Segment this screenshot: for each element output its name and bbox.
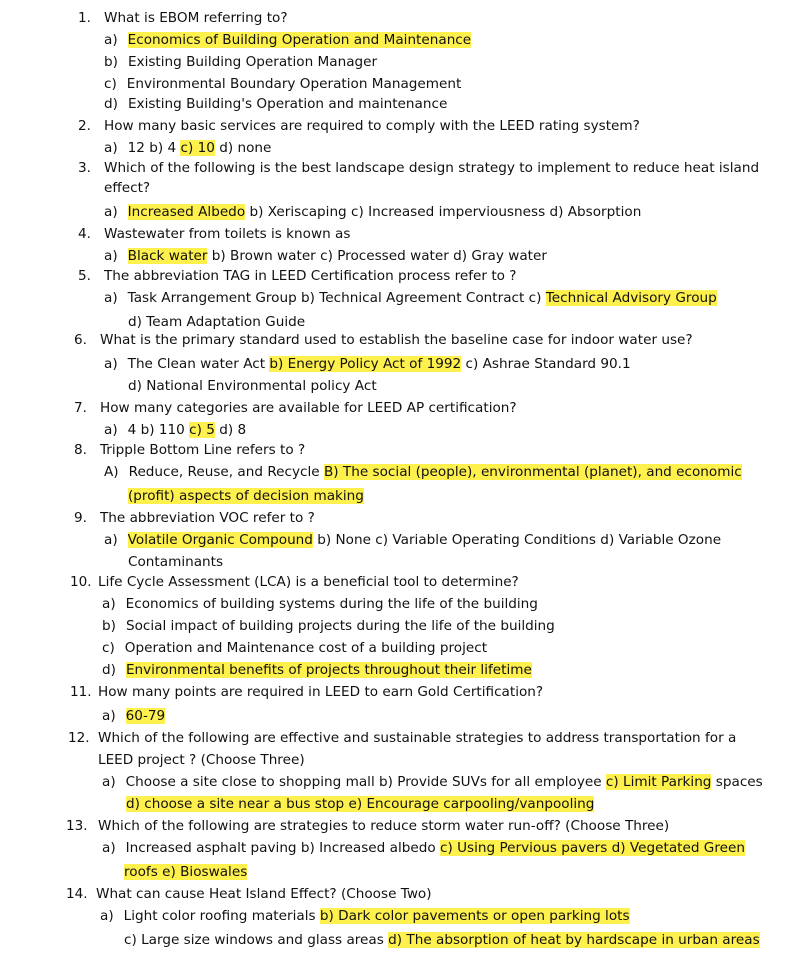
question-text (98, 682, 543, 702)
option-label: a) (102, 840, 116, 856)
answer-line (102, 706, 165, 726)
line-text: Social impact of building projects during the life of the building (125, 618, 555, 634)
highlighted-answer: B) The social (people), environmental (planet), and economic (323, 464, 742, 480)
highlighted-answer: c) Using Pervious pavers d) Vegetated Green (439, 840, 745, 856)
question-text (104, 158, 759, 178)
answer-line (126, 794, 594, 814)
answer-line (104, 138, 271, 158)
option-label: a) (104, 356, 118, 372)
answer-line (102, 594, 538, 614)
highlighted-answer: d) The absorption of heat by hardscape in urban areas (388, 932, 760, 948)
line-text: b) Brown water c) Processed water d) Gray water (207, 248, 547, 264)
question-number: 4. (78, 226, 91, 242)
question-number: 6. (74, 332, 87, 348)
option-label: a) (104, 290, 118, 306)
question-number: 9. (74, 510, 87, 526)
highlighted-answer: Black water (127, 248, 208, 264)
option-label: A) (104, 464, 119, 480)
answer-line (104, 462, 742, 482)
highlighted-answer: 60-79 (125, 708, 166, 724)
option-label: c) (102, 640, 115, 656)
option-label: d) (102, 662, 116, 678)
line-text: Environmental Boundary Operation Management (126, 76, 462, 92)
line-text: What can cause Heat Island Effect? (Choose Two) (96, 886, 432, 902)
option-label: a) (102, 596, 116, 612)
question-number: 8. (74, 442, 87, 458)
answer-line (104, 94, 447, 114)
line-text: b) None c) Variable Operating Conditions d) Variable Ozone (312, 532, 722, 548)
option-label: a) (104, 204, 118, 220)
line-text: Task Arrangement Group b) Technical Agreement Contract c) (127, 290, 546, 306)
highlighted-answer: c) Limit Parking (605, 774, 712, 790)
question-number: 14. (66, 886, 88, 902)
answer-line (98, 750, 305, 770)
line-text: What is EBOM referring to? (104, 10, 288, 26)
answer-line (124, 930, 760, 950)
line-text: What is the primary standard used to establish the baseline case for indoor water use? (100, 332, 693, 348)
answer-line (104, 30, 471, 50)
option-label: d) (104, 96, 118, 112)
line-text: Life Cycle Assessment (LCA) is a beneficial tool to determine? (98, 574, 519, 590)
line-text: How many points are required in LEED to earn Gold Certification? (98, 684, 544, 700)
highlighted-answer: Increased Albedo (127, 204, 246, 220)
line-text: Tripple Bottom Line refers to ? (100, 442, 306, 458)
line-text: Existing Building Operation Manager (127, 54, 378, 70)
question-text (104, 116, 640, 136)
option-label: a) (104, 422, 118, 438)
option-label: a) (100, 908, 114, 924)
answer-line (102, 638, 487, 658)
question-number: 11. (70, 684, 92, 700)
line-text: spaces (711, 774, 763, 790)
option-label: b) (102, 618, 116, 634)
line-text: Wastewater from toilets is known as (104, 226, 351, 242)
highlighted-answer: (profit) aspects of decision making (128, 488, 364, 504)
line-text: Which of the following are effective and sustainable strategies to address transportation for a (98, 730, 737, 746)
question-text (100, 508, 315, 528)
question-text (100, 440, 305, 460)
line-text: The Clean water Act (127, 356, 270, 372)
answer-line (128, 486, 364, 506)
answer-line (104, 420, 246, 440)
option-label: a) (102, 708, 116, 724)
highlighted-answer: Environmental benefits of projects throughout their lifetime (125, 662, 532, 678)
line-text: 4 b) 110 (127, 422, 190, 438)
question-text (96, 884, 432, 904)
question-number: 12. (68, 730, 90, 746)
line-text: d) National Environmental policy Act (128, 378, 377, 394)
answer-line (102, 616, 555, 636)
highlighted-answer: d) choose a site near a bus stop e) Encourage carpooling/vanpooling (126, 796, 595, 812)
line-text: d) none (214, 140, 272, 156)
highlighted-answer: Technical Advisory Group (545, 290, 717, 306)
answer-line (104, 52, 377, 72)
answer-line (102, 838, 745, 858)
option-label: a) (104, 140, 118, 156)
line-text: d) Team Adaptation Guide (128, 314, 306, 330)
answer-line (128, 376, 377, 396)
option-label: a) (102, 774, 116, 790)
question-number: 2. (78, 118, 91, 134)
answer-line (128, 312, 305, 332)
line-text: Increased asphalt paving b) Increased albedo (125, 840, 440, 856)
line-text: Reduce, Reuse, and Recycle (128, 464, 324, 480)
highlighted-answer: b) Energy Policy Act of 1992 (269, 356, 462, 372)
option-label: a) (104, 32, 118, 48)
option-label: c) (104, 76, 117, 92)
answer-line (104, 530, 721, 550)
answer-line (104, 354, 631, 374)
highlighted-answer: c) 5 (189, 422, 215, 438)
line-text: b) Xeriscaping c) Increased imperviousness d) Absorption (245, 204, 642, 220)
line-text: 12 b) 4 (127, 140, 181, 156)
question-number: 10. (70, 574, 92, 590)
highlighted-answer: Economics of Building Operation and Maintenance (127, 32, 472, 48)
option-label: b) (104, 54, 118, 70)
line-text: c) Ashrae Standard 90.1 (461, 356, 631, 372)
question-number: 13. (66, 818, 88, 834)
line-text: How many categories are available for LEED AP certification? (100, 400, 517, 416)
answer-line (100, 906, 630, 926)
line-text: How many basic services are required to comply with the LEED rating system? (104, 118, 640, 134)
line-text: The abbreviation TAG in LEED Certification process refer to ? (104, 268, 517, 284)
highlighted-answer: roofs e) Bioswales (124, 864, 248, 880)
option-label: a) (104, 248, 118, 264)
line-text: effect? (104, 180, 151, 196)
question-text (100, 330, 693, 350)
line-text: Existing Building's Operation and maintenance (127, 96, 448, 112)
highlighted-answer: c) 10 (180, 140, 215, 156)
answer-line (104, 246, 547, 266)
line-text: Light color roofing materials (123, 908, 320, 924)
answer-line (124, 862, 247, 882)
line-text: LEED project ? (Choose Three) (98, 752, 305, 768)
answer-line (102, 772, 763, 792)
answer-line (104, 288, 717, 308)
question-number: 3. (78, 160, 91, 176)
question-text (100, 398, 517, 418)
question-number: 1. (78, 10, 91, 26)
highlighted-answer: Volatile Organic Compound (127, 532, 313, 548)
answer-line (128, 552, 223, 572)
question-text (98, 728, 736, 748)
question-text (104, 266, 517, 286)
highlighted-answer: b) Dark color pavements or open parking lots (319, 908, 630, 924)
line-text: d) 8 (214, 422, 247, 438)
line-text: Which of the following is the best landscape design strategy to implement to reduce heat island (104, 160, 760, 176)
line-text: The abbreviation VOC refer to ? (100, 510, 315, 526)
question-number: 7. (74, 400, 87, 416)
line-text: Which of the following are strategies to reduce storm water run-off? (Choose Three) (98, 818, 670, 834)
answer-line (102, 660, 532, 680)
answer-line (104, 202, 641, 222)
question-number: 5. (78, 268, 91, 284)
answer-line (104, 178, 150, 198)
answer-line (104, 74, 461, 94)
question-text (98, 572, 519, 592)
line-text: c) Large size windows and glass areas (124, 932, 389, 948)
question-text (104, 224, 350, 244)
option-label: a) (104, 532, 118, 548)
line-text: Economics of building systems during the life of the building (125, 596, 538, 612)
line-text: Operation and Maintenance cost of a building project (124, 640, 488, 656)
line-text: Contaminants (128, 554, 224, 570)
question-text (98, 816, 669, 836)
question-text (104, 8, 288, 28)
line-text: Choose a site close to shopping mall b) Provide SUVs for all employee (125, 774, 606, 790)
